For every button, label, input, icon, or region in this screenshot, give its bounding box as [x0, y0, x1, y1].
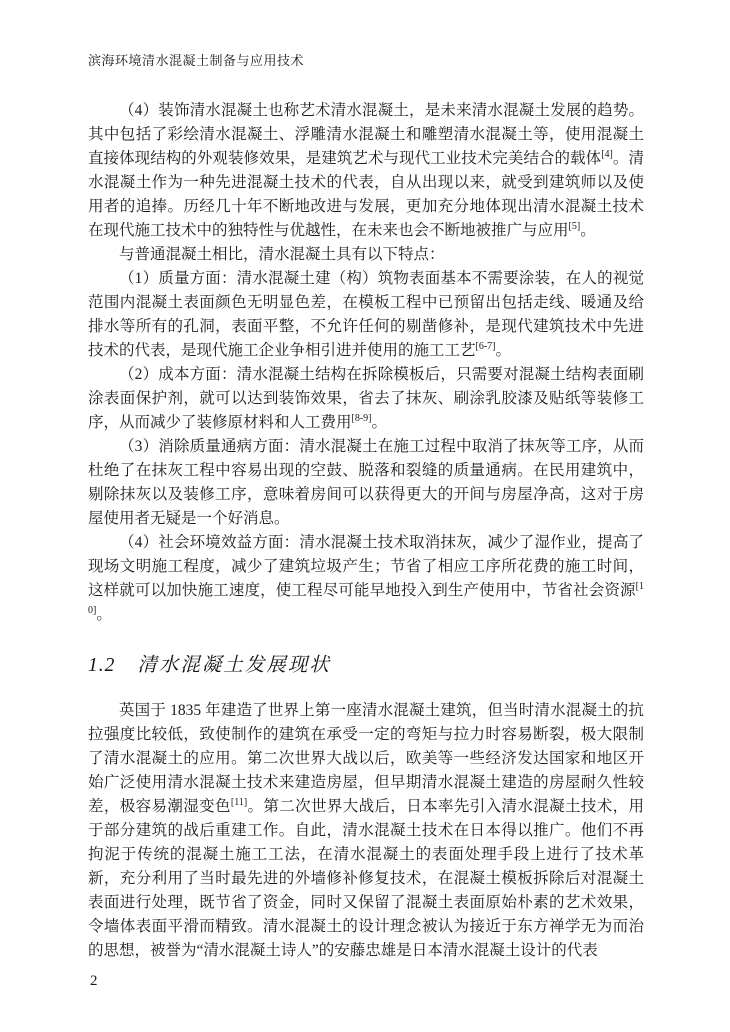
paragraph: 英国于 1835 年建造了世界上第一座清水混凝土建筑，但当时清水混凝土的抗拉强度比较低，致使制作的建筑在承受一定的弯矩与拉力时容易断裂，极大限制了清水混凝土的应用。第二次世界大战以后，欧美等一些经济发达国家和地区开始广泛使用清水混凝土技术来建造房屋，但早期清水混凝土建造的房屋耐久性较差，极容易潮湿变色[11]。第二次世界大战后，日本率先引入清水混凝土技术，用于部分建筑的战后重建工作。自此，清水混凝土技术在日本得以推广。他们不再拘泥于传统的混凝土施工工法，在清水混凝土的表面处理手段上进行了技术革新，充分利用了当时最先进的外墙修补修复技术，在混凝土模板拆除后对混凝土表面进行处理，既节省了资金，同时又保留了混凝土表面原始朴素的艺术效果，令墙体表面平滑而精致。清水混凝土的设计理念被认为接近于东方禅学无为而治的思想，被誉为“清水混凝土诗人”的安藤忠雄是日本清水混凝土设计的代表 — [88, 702, 644, 959]
paragraph: （3）消除质量通病方面：清水混凝土在施工过程中取消了抹灰等工序，从而杜绝了在抹灰工程中容易出现的空鼓、脱落和裂缝的质量通病。在民用建筑中，剔除抹灰以及装修工序，意味着房间可以获得更大的开间与房屋净高，这对于房屋使用者无疑是一个好消息。 — [88, 438, 644, 527]
running-header: 滨海环境清水混凝土制备与应用技术 — [88, 53, 305, 68]
section-number: 1.2 — [88, 655, 116, 676]
citation-ref: [5] — [568, 220, 581, 232]
paragraph: 与普通混凝土相比，清水混凝土具有以下特点： — [119, 246, 445, 263]
paragraph: （4）装饰清水混凝土也称艺术清水混凝土，是未来清水混凝土发展的趋势。其中包括了彩绘清水混凝土、浮雕清水混凝土和雕塑清水混凝土等，使用混凝土直接体现结构的外观装修效果，是建筑艺术与现代工业技术完美结合的载体[4]。清水混凝土作为一种先进混凝土技术的代表，自从出现以来，就受到建筑师以及使用者的追捧。历经几十年不断地改进与发展，更加充分地体现出清水混凝土技术在现代施工技术中的独特性与优越性，在未来也会不断地被推广与应用[5]。 — [88, 102, 644, 239]
citation-ref: [11] — [230, 796, 248, 808]
paragraph: （1）质量方面：清水混凝土建（构）筑物表面基本不需要涂装，在人的视觉范围内混凝土表面颜色无明显色差，在模板工程中已预留出包括走线、暖通及给排水等所有的孔洞，表面平整，不允许任何的剔凿修补，是现代建筑技术中先进技术的代表，是现代施工企业争相引进并使用的施工工艺[6-7]。 — [88, 270, 644, 359]
body-blocks — [88, 99, 644, 963]
paragraph: （4）社会环境效益方面：清水混凝土技术取消抹灰，减少了湿作业，提高了现场文明施工程度，减少了建筑垃圾产生；节省了相应工序所花费的施工时间，这样就可以加快施工速度，使工程尽可能早地投入到生产使用中，节省社会资源[10]。 — [88, 534, 644, 623]
paragraph: （2）成本方面：清水混凝土结构在拆除模板后，只需要对混凝土结构表面刷涂表面保护剂，就可以达到装饰效果，省去了抹灰、刷涂乳胶漆及贴纸等装修工序，从而减少了装修原材料和人工费用[8-9]。 — [88, 366, 644, 431]
citation-ref: [10] — [88, 580, 644, 616]
section-heading — [88, 649, 644, 677]
section-title: 清水混凝土发展现状 — [137, 655, 331, 676]
page-number: 2 — [90, 973, 98, 989]
citation-ref: [8-9] — [351, 412, 372, 424]
citation-ref: [4] — [601, 148, 613, 160]
citation-ref: [6-7] — [475, 340, 496, 352]
